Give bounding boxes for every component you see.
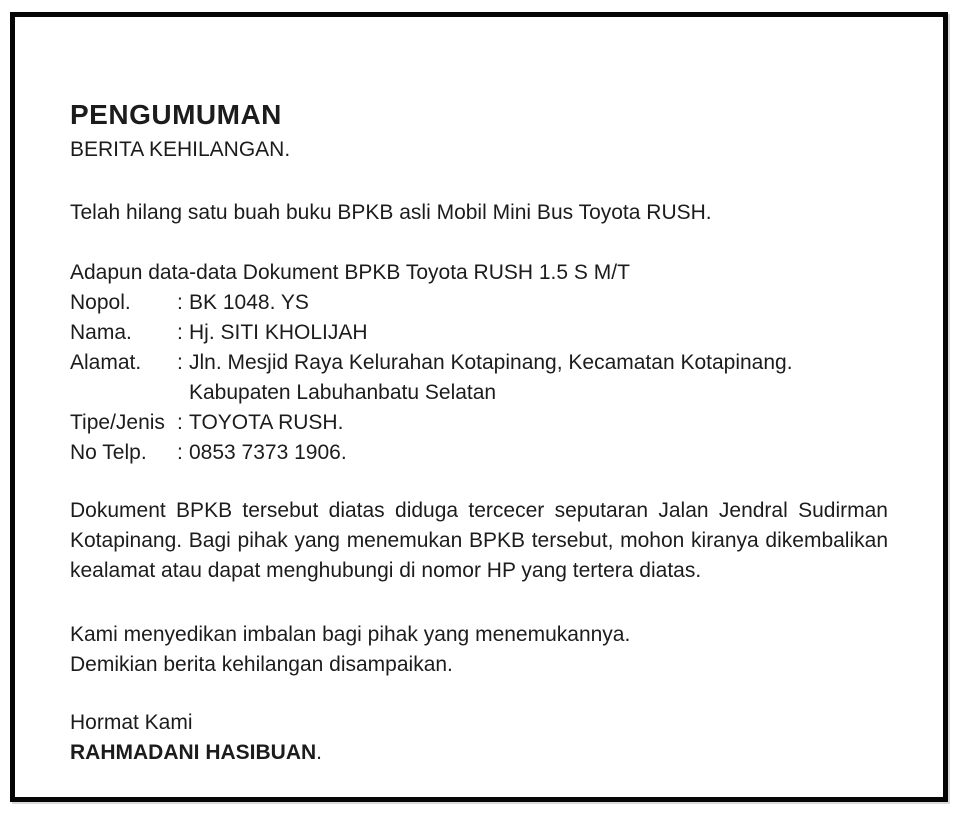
document-content	[15, 17, 943, 768]
body-paragraph: Dokument BPKB tersebut diatas diduga tercecer seputaran Jalan Jendral Sudirman Kotapinang. Bagi pihak yang menemukan BPKB tersebut, mohon kiranya dikembalikan kealamat atau dapat menghubungi di nomor HP yang tertera diatas.	[70, 499, 888, 582]
field-label: Nopol.	[70, 291, 131, 314]
field-row-nama	[70, 318, 888, 348]
page-title: PENGUMUMAN	[70, 99, 282, 130]
field-separator: :	[177, 441, 183, 464]
salutation: Hormat Kami	[70, 711, 193, 734]
field-separator: :	[177, 411, 183, 434]
data-heading: Adapun data-data Dokument BPKB Toyota RUSH 1.5 S M/T	[70, 261, 630, 284]
field-row-alamat	[70, 348, 888, 378]
field-value: 0853 7373 1906.	[189, 441, 347, 464]
field-value: Kabupaten Labuhanbatu Selatan	[189, 381, 497, 404]
field-label: No Telp.	[70, 441, 147, 464]
field-row-alamat-continued	[70, 378, 888, 408]
signatory-suffix: .	[316, 741, 322, 764]
field-label: Nama.	[70, 321, 132, 344]
field-value: Jln. Mesjid Raya Kelurahan Kotapinang, Kecamatan Kotapinang.	[189, 351, 793, 374]
field-separator: :	[177, 291, 183, 314]
reward-line: Kami menyedikan imbalan bagi pihak yang menemukannya.	[70, 623, 631, 646]
field-value: BK 1048. YS	[189, 291, 309, 314]
signature-line	[70, 738, 888, 768]
field-row-no-telp	[70, 438, 888, 468]
field-row-tipe-jenis	[70, 408, 888, 438]
closing-line: Demikian berita kehilangan disampaikan.	[70, 653, 453, 676]
field-row-nopol	[70, 288, 888, 318]
subtitle: BERITA KEHILANGAN.	[70, 138, 291, 161]
field-label: Tipe/Jenis	[70, 411, 165, 434]
field-separator: :	[177, 351, 183, 374]
field-label: Alamat.	[70, 351, 142, 374]
field-separator: :	[177, 321, 183, 344]
vehicle-data-fields	[70, 288, 888, 468]
signatory-name: RAHMADANI HASIBUAN	[70, 741, 317, 764]
intro-line: Telah hilang satu buah buku BPKB asli Mobil Mini Bus Toyota RUSH.	[70, 201, 712, 224]
field-value: Hj. SITI KHOLIJAH	[189, 321, 368, 344]
field-value: TOYOTA RUSH.	[189, 411, 344, 434]
document-frame	[10, 12, 948, 802]
